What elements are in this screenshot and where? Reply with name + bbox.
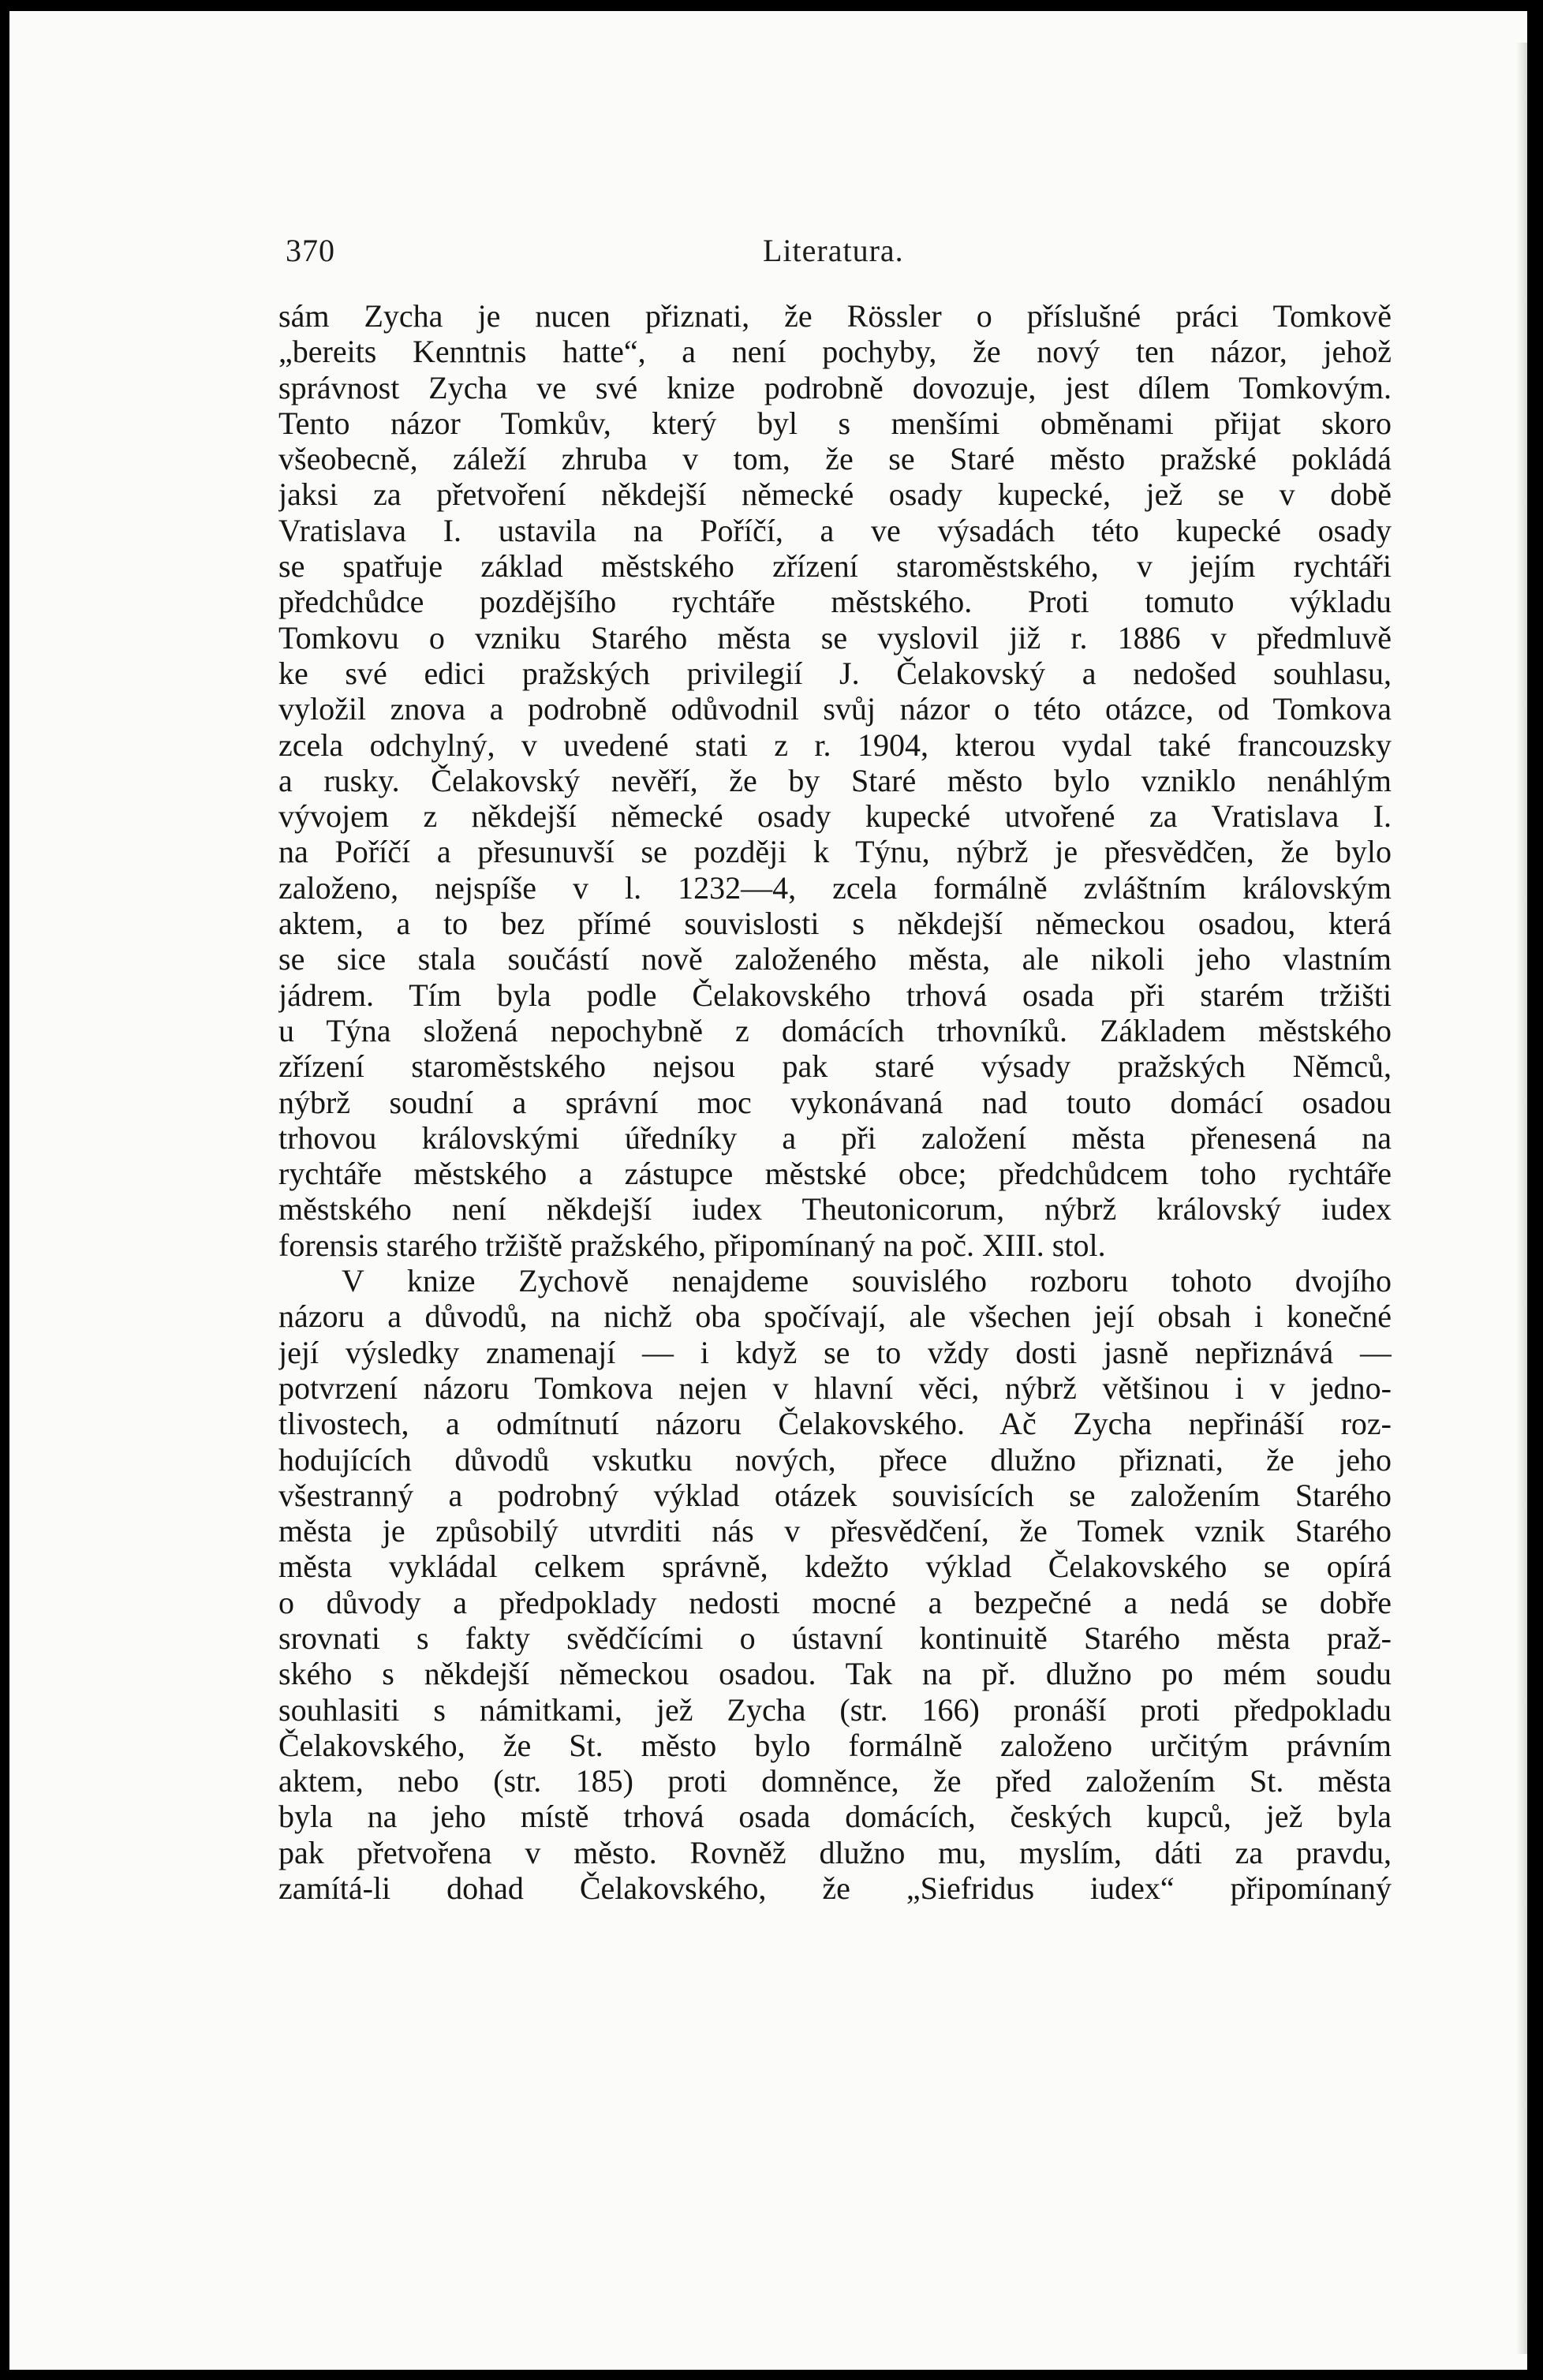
- text-line: ského s někdejší německou osadou. Tak na př. dlužno po mém soudu: [278, 1656, 1392, 1692]
- text-line: zcela odchylný, v uvedené stati z r. 1904, kterou vydal také francouzsky: [278, 727, 1392, 763]
- text-line: „bereits Kenntnis hatte“, a není pochyby, že nový ten názor, jehož: [278, 334, 1392, 370]
- running-head: Literatura.: [763, 233, 904, 268]
- text-line: se spatřuje základ městského zřízení staroměstského, v jejím rychtáři: [278, 548, 1392, 585]
- text-line: založeno, nejspíše v l. 1232—4, zcela formálně zvláštním královským: [278, 869, 1392, 906]
- text-line: souhlasiti s námitkami, jež Zycha (str. 166) pronáší proti předpokladu: [278, 1691, 1392, 1728]
- text-line: vyložil znova a podrobně odůvodnil svůj názor o této otázce, od Tomkova: [278, 691, 1392, 727]
- text-line: nýbrž soudní a správní moc vykonávaná nad touto domácí osadou: [278, 1084, 1392, 1120]
- text-line: Tomkovu o vzniku Starého města se vyslovil již r. 1886 v předmluvě: [278, 619, 1392, 656]
- text-line: její výsledky znamenají — i když se to vždy dosti jasně nepřiznává —: [278, 1334, 1392, 1370]
- text-line: Tento názor Tomkův, který byl s menšími obměnami přijat skoro: [278, 405, 1392, 441]
- text-line-paragraph-start: V knize Zychově nenajdeme souvislého rozboru tohoto dvojího: [342, 1263, 1392, 1299]
- page-edge-shadow: [1516, 43, 1527, 2354]
- text-line: jádrem. Tím byla podle Čelakovského trhová osada při starém tržišti: [278, 977, 1392, 1013]
- text-line: Čelakovského, že St. město bylo formálně založeno určitým právním: [278, 1727, 1392, 1763]
- text-line: se sice stala součástí nově založeného města, ale nikoli jeho vlastním: [278, 941, 1392, 977]
- text-line: hodujících důvodů vskutku nových, přece dlužno přiznati, že jeho: [278, 1441, 1392, 1478]
- text-line: města vykládal celkem správně, kdežto výklad Čelakovského se opírá: [278, 1549, 1392, 1585]
- text-line: jaksi za přetvoření někdejší německé osady kupecké, jež se v době: [278, 476, 1392, 513]
- text-line: potvrzení názoru Tomkova nejen v hlavní věci, nýbrž většinou i v jedno-: [278, 1369, 1392, 1406]
- text-line: města je způsobilý utvrditi nás v přesvědčení, že Tomek vznik Starého: [278, 1513, 1392, 1549]
- text-line: všestranný a podrobný výklad otázek souvisících se založením Starého: [278, 1477, 1392, 1513]
- page-header: [286, 232, 1401, 279]
- text-line: správnost Zycha ve své knize podrobně dovozuje, jest dílem Tomkovým.: [278, 369, 1392, 405]
- text-line-paragraph-end: forensis starého tržiště pražského, připomínaný na poč. XIII. stol.: [278, 1227, 1106, 1263]
- text-line: trhovou královskými úředníky a při založení města přenesená na: [278, 1119, 1392, 1156]
- text-line: ke své edici pražských privilegií J. Čelakovský a nedošed souhlasu,: [278, 655, 1392, 691]
- text-line: o důvody a předpoklady nedosti mocné a bezpečné a nedá se dobře: [278, 1584, 1392, 1620]
- text-line: byla na jeho místě trhová osada domácích, českých kupců, jež byla: [278, 1799, 1392, 1835]
- text-line: na Poříčí a přesunuvší se později k Týnu, nýbrž je přesvědčen, že bylo: [278, 834, 1392, 870]
- text-line: Vratislava I. ustavila na Poříčí, a ve výsadách této kupecké osady: [278, 512, 1392, 548]
- text-line: srovnati s fakty svědčícími o ústavní kontinuitě Starého města praž-: [278, 1620, 1392, 1656]
- text-line: názoru a důvodů, na nichž oba spočívají, ale všechen její obsah i konečné: [278, 1298, 1392, 1335]
- text-line: aktem, nebo (str. 185) proti domněnce, že před založením St. města: [278, 1763, 1392, 1799]
- text-line: všeobecně, záleží zhruba v tom, že se Staré město pražské pokládá: [278, 441, 1392, 477]
- text-line: a rusky. Čelakovský nevěří, že by Staré město bylo vzniklo nenáhlým: [278, 762, 1392, 798]
- text-line: vývojem z někdejší německé osady kupecké utvořené za Vratislava I.: [278, 798, 1392, 835]
- body-text: [278, 298, 1392, 1906]
- text-line: u Týna složená nepochybně z domácích trhovníků. Základem městského: [278, 1012, 1392, 1048]
- text-line: zřízení staroměstského nejsou pak staré výsady pražských Němců,: [278, 1048, 1392, 1085]
- text-line: rychtáře městského a zástupce městské obce; předchůdcem toho rychtáře: [278, 1156, 1392, 1192]
- page-number: 370: [286, 233, 335, 268]
- text-line: předchůdce pozdějšího rychtáře městského. Proti tomuto výkladu: [278, 584, 1392, 620]
- text-line: sám Zycha je nucen přiznati, že Rössler o příslušné práci Tomkově: [278, 298, 1392, 334]
- text-line: pak přetvořena v město. Rovněž dlužno mu, myslím, dáti za pravdu,: [278, 1834, 1392, 1870]
- text-line: zamítá-li dohad Čelakovského, že „Siefridus iudex“ připomínaný: [278, 1870, 1392, 1907]
- text-line: městského není někdejší iudex Theutonicorum, nýbrž královský iudex: [278, 1191, 1392, 1227]
- text-line: tlivostech, a odmítnutí názoru Čelakovského. Ač Zycha nepřináší roz-: [278, 1406, 1392, 1442]
- text-line: aktem, a to bez přímé souvislosti s někdejší německou osadou, která: [278, 906, 1392, 942]
